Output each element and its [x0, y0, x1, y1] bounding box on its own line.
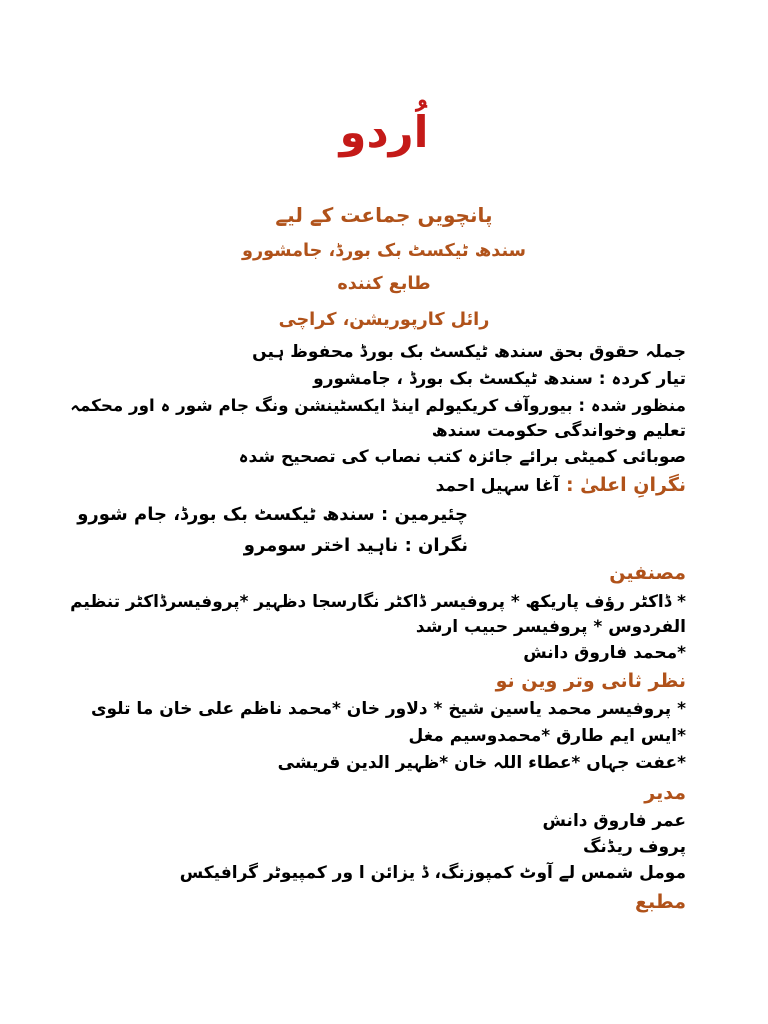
reviewers-line-3: *عفت جہاں *عطاء اللہ خان *ظہیر الدین قریشی: [277, 753, 686, 773]
editor-heading: مدیر: [644, 782, 686, 804]
publisher-name: رائل کارپوریشن، کراچی: [278, 310, 490, 330]
review-committee-line: صوبائی کمیٹی برائے جائزہ کتب نصاب کی تصحیح شدہ: [238, 447, 686, 467]
approved-by-continued: تعلیم وخواندگی حکومت سندھ: [431, 421, 686, 441]
grade-subtitle: پانچویں جماعت کے لیے: [275, 203, 493, 227]
editor-line-3: مومل شمس لے آوٹ کمپوزنگ، ڈ یزائن ا ور کمپیوٹر گرافیکس: [179, 863, 686, 883]
supervisor-in-chief: [436, 476, 686, 495]
editor-line-2: پروف ریڈنگ: [583, 837, 686, 857]
authors-line-3: *محمد فاروق دانش: [523, 643, 686, 663]
publisher-label: طابع کننده: [337, 274, 431, 294]
copyright-line: جملہ حقوق بحق سندھ ٹیکسٹ بک بورڈ محفوظ ہیں: [252, 342, 686, 362]
prepared-by-line: تیار کردہ : سندھ ٹیکسٹ بک بورڈ ، جامشورو: [313, 369, 686, 389]
supervisor-in-chief-name: آغا سہیل احمد: [435, 476, 560, 496]
authors-heading: مصنفین: [609, 562, 686, 584]
supervisor-line: نگران : ناہید اختر سومرو: [243, 535, 468, 556]
authors-line-2: الفردوس * پروفیسر حبیب ارشد: [415, 617, 686, 637]
book-title: اُردو: [339, 108, 429, 158]
board-header: سندھ ٹیکسٹ بک بورڈ، جامشورو: [241, 241, 527, 261]
authors-line-1: * ڈاکٹر رؤف پاریکھ * پروفیسر ڈاکٹر نگارسجا دظہیر *پروفیسرڈاکٹر تنظیم: [70, 591, 686, 611]
printer-heading: مطبع: [634, 891, 686, 913]
chairman-line: چئیرمین : سندھ ٹیکسٹ بک بورڈ، جام شورو: [77, 504, 468, 525]
reviewers-line-2: *ایس ایم طارق *محمدوسیم مغل: [408, 726, 686, 746]
reviewers-heading: نظر ثانی وتر وین نو: [495, 670, 686, 692]
editor-line-1: عمر فاروق دانش: [542, 811, 686, 831]
supervisor-in-chief-label: نگرانِ اعلیٰ :: [565, 474, 686, 496]
reviewers-line-1: * پروفیسر محمد یاسین شیخ * دلاور خان *محمد ناظم علی خان ما تلوی: [90, 699, 686, 719]
approved-by-line: منظور شدہ : بیوروآف کریکیولم اینڈ ایکسٹینشن ونگ جام شور ہ اور محکمہ: [70, 395, 686, 415]
